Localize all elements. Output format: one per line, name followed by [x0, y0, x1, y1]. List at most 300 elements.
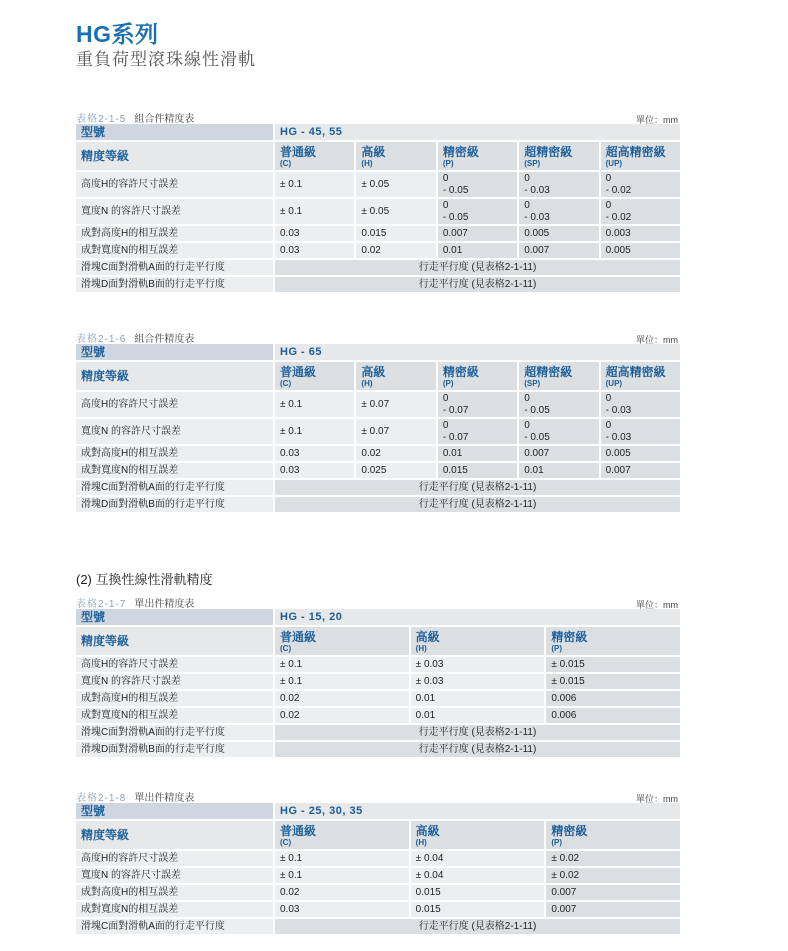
row-label: 成對高度H的相互誤差 [76, 446, 273, 461]
table-row [76, 199, 680, 226]
value-cell [275, 226, 354, 241]
model-value: HG - 25, 30, 35 [275, 803, 680, 819]
grade-cell [356, 142, 435, 170]
value-line: ± 0.07 [361, 398, 390, 410]
value-cell [546, 851, 680, 866]
grade-name: 精密級 [442, 144, 479, 159]
grade-code: (C) [280, 837, 292, 847]
value-line: ± 0.1 [280, 675, 303, 687]
value-cell [519, 243, 598, 258]
value-cell [411, 868, 545, 883]
merged-value: 行走平行度 (見表格2-1-11) [275, 742, 680, 757]
table-row [76, 902, 680, 919]
table-row [76, 674, 680, 691]
value-cell [438, 463, 517, 478]
row-label: 高度H的容許尺寸誤差 [76, 851, 273, 866]
grade-code: (UP) [605, 158, 623, 168]
caption-text [76, 110, 194, 125]
row-label: 滑塊C面對滑軌A面的行走平行度 [76, 725, 273, 740]
value-cell [601, 226, 680, 241]
value-line: - 0.07 [442, 404, 469, 416]
value-cell [519, 172, 598, 197]
value-cell [356, 419, 435, 444]
type-row [76, 124, 680, 142]
row-label: 滑塊C面對滑軌A面的行走平行度 [76, 919, 273, 934]
grade-cell [275, 142, 354, 170]
value-line: ± 0.05 [361, 178, 390, 190]
table-row [76, 243, 680, 260]
grade-name: 普通級 [280, 144, 317, 159]
value-cell [601, 243, 680, 258]
value-line: 0.007 [524, 447, 550, 459]
type-label: 型號 [76, 609, 273, 625]
value-line: 0.01 [415, 692, 436, 704]
value-line: 0 [442, 392, 449, 404]
merged-row [76, 480, 680, 497]
value-line: 0.025 [361, 464, 387, 476]
grade-name: 普通級 [280, 629, 317, 644]
value-cell [438, 199, 517, 224]
type-label: 型號 [76, 344, 273, 360]
row-values [273, 446, 680, 461]
grade-code: (SP) [524, 158, 541, 168]
grade-cell [411, 627, 545, 655]
value-cell [275, 463, 354, 478]
value-cell [519, 463, 598, 478]
value-cell [546, 885, 680, 900]
value-line: 0 [524, 172, 530, 184]
value-line: ± 0.07 [361, 425, 390, 437]
row-values [273, 463, 680, 478]
value-cell [601, 463, 680, 478]
type-row [76, 803, 680, 821]
grade-label: 精度等級 [76, 362, 273, 390]
table-caption-label: 組合件精度表 [134, 114, 195, 125]
value-cell [601, 199, 680, 224]
value-cell [356, 446, 435, 461]
value-cell [519, 446, 598, 461]
value-cell [546, 657, 680, 672]
unit-label: 單位：mm [636, 600, 678, 610]
merged-row [76, 725, 680, 742]
value-line: - 0.05 [442, 184, 469, 196]
grade-row [76, 362, 680, 392]
value-cell [275, 657, 409, 672]
table-caption [76, 108, 680, 124]
grade-cell [546, 627, 680, 655]
row-label: 成對寬度N的相互誤差 [76, 463, 273, 478]
value-cell [438, 419, 517, 444]
value-line: - 0.03 [605, 404, 632, 416]
row-values [273, 243, 680, 258]
value-line: ± 0.015 [551, 658, 585, 670]
table-row [76, 419, 680, 446]
table-row [76, 868, 680, 885]
value-cell [275, 691, 409, 706]
value-line: 0.003 [605, 227, 631, 239]
page-subtitle: 重負荷型滾珠線性滑軌 [76, 50, 256, 69]
row-values [273, 226, 680, 241]
value-cell [275, 243, 354, 258]
row-values [273, 419, 680, 444]
value-line: ± 0.1 [280, 398, 303, 410]
value-cell [519, 419, 598, 444]
row-label: 成對高度H的相互誤差 [76, 691, 273, 706]
row-values [273, 868, 680, 883]
value-cell [275, 885, 409, 900]
caption-text [76, 330, 194, 345]
unit-label: 單位：mm [636, 335, 678, 345]
row-label: 高度H的容許尺寸誤差 [76, 392, 273, 417]
value-line: 0 [524, 392, 530, 404]
value-cell [356, 226, 435, 241]
value-line: 0.007 [605, 464, 631, 476]
table-row [76, 226, 680, 243]
grade-name: 精密級 [442, 364, 479, 379]
grade-code: (SP) [524, 378, 541, 388]
row-label: 滑塊D面對滑軌B面的行走平行度 [76, 497, 273, 512]
grade-name: 超精密級 [524, 144, 573, 159]
value-line: - 0.03 [524, 184, 550, 196]
row-label: 滑塊C面對滑軌A面的行走平行度 [76, 260, 273, 275]
merged-row [76, 260, 680, 277]
caption-text [76, 595, 194, 610]
table-caption-label: 單出件精度表 [134, 793, 195, 804]
grade-cell [519, 142, 598, 170]
value-cell [601, 419, 680, 444]
grade-cells [273, 142, 680, 170]
value-line: ± 0.04 [415, 869, 444, 881]
merged-row [76, 742, 680, 759]
unit-label: 單位：mm [636, 794, 678, 804]
table-row [76, 392, 680, 419]
value-cell [275, 199, 354, 224]
value-line: ± 0.04 [415, 852, 444, 864]
grade-label: 精度等級 [76, 627, 273, 655]
grade-cells [273, 627, 680, 655]
value-cell [275, 851, 409, 866]
table-caption-label: 組合件精度表 [134, 334, 195, 345]
value-cell [411, 851, 545, 866]
grade-row [76, 142, 680, 172]
row-values [273, 885, 680, 900]
merged-value: 行走平行度 (見表格2-1-11) [275, 480, 680, 495]
row-label: 成對高度H的相互誤差 [76, 226, 273, 241]
row-values [273, 902, 680, 917]
value-line: 0.03 [280, 227, 300, 239]
value-cell [411, 691, 545, 706]
value-line: 0.005 [605, 244, 631, 256]
value-line: 0.03 [280, 903, 300, 915]
value-line: 0.03 [280, 447, 300, 459]
grade-cell [275, 821, 409, 849]
table-2-1-5 [76, 108, 680, 294]
grade-code: (P) [442, 158, 454, 168]
merged-row [76, 277, 680, 294]
value-cell [438, 446, 517, 461]
value-line: 0.02 [280, 886, 300, 898]
merged-value: 行走平行度 (見表格2-1-11) [275, 725, 680, 740]
type-row [76, 344, 680, 362]
grade-name: 高級 [361, 364, 386, 379]
row-label: 寬度N 的容許尺寸誤差 [76, 199, 273, 224]
value-line: ± 0.1 [280, 178, 303, 190]
value-cell [519, 199, 598, 224]
type-label: 型號 [76, 803, 273, 819]
value-line: 0.01 [524, 464, 544, 476]
value-line: ± 0.1 [280, 869, 303, 881]
value-line: 0.01 [415, 709, 436, 721]
grade-cell [411, 821, 545, 849]
row-label: 寬度N 的容許尺寸誤差 [76, 868, 273, 883]
value-line: - 0.02 [605, 184, 632, 196]
table-2-1-6 [76, 328, 680, 514]
value-line: 0 [605, 392, 612, 404]
table-row [76, 851, 680, 868]
value-line: 0 [605, 172, 612, 184]
value-line: - 0.05 [524, 404, 550, 416]
row-label: 滑塊C面對滑軌A面的行走平行度 [76, 480, 273, 495]
value-cell [275, 902, 409, 917]
grade-name: 精密級 [551, 823, 588, 838]
value-cell [546, 708, 680, 723]
grade-cell [275, 362, 354, 390]
value-line: 0.006 [551, 692, 577, 704]
value-cell [356, 172, 435, 197]
value-line: 0 [605, 419, 612, 431]
merged-value: 行走平行度 (見表格2-1-11) [275, 260, 680, 275]
value-cell [411, 708, 545, 723]
value-cell [275, 446, 354, 461]
value-cell [356, 463, 435, 478]
row-label: 滑塊D面對滑軌B面的行走平行度 [76, 277, 273, 292]
value-line: 0.015 [361, 227, 387, 239]
grade-cell [438, 362, 517, 390]
value-line: 0 [605, 199, 612, 211]
value-line: ± 0.03 [415, 675, 444, 687]
grade-cell [438, 142, 517, 170]
caption-text [76, 789, 194, 804]
table-row [76, 446, 680, 463]
merged-value: 行走平行度 (見表格2-1-11) [275, 497, 680, 512]
grade-cell [519, 362, 598, 390]
value-line: - 0.07 [442, 431, 469, 443]
grade-cell [546, 821, 680, 849]
value-cell [411, 885, 545, 900]
grade-code: (H) [415, 643, 427, 653]
value-cell [356, 243, 435, 258]
row-values [273, 657, 680, 672]
grade-cell [275, 627, 409, 655]
table-row [76, 657, 680, 674]
value-line: 0.015 [415, 886, 441, 898]
value-line: 0 [442, 172, 449, 184]
row-values [273, 674, 680, 689]
value-line: ± 0.1 [280, 205, 303, 217]
grade-name: 超高精密級 [605, 144, 666, 159]
value-line: ± 0.02 [551, 869, 580, 881]
value-cell [275, 708, 409, 723]
value-line: 0.007 [551, 903, 577, 915]
page-title: HG系列 [76, 21, 159, 47]
grade-row [76, 821, 680, 851]
value-line: - 0.02 [605, 211, 632, 223]
row-label: 高度H的容許尺寸誤差 [76, 172, 273, 197]
table-number: 表格2-1-8 [76, 793, 127, 804]
unit-label: 單位：mm [636, 115, 678, 125]
value-line: - 0.05 [524, 431, 550, 443]
row-label: 成對寬度N的相互誤差 [76, 708, 273, 723]
value-line: 0.02 [280, 692, 300, 704]
value-line: 0.015 [415, 903, 441, 915]
row-values [273, 851, 680, 866]
grade-code: (P) [551, 643, 563, 653]
row-label: 寬度N 的容許尺寸誤差 [76, 674, 273, 689]
section-heading: (2) 互換性線性滑軌精度 [76, 572, 213, 587]
value-cell [438, 392, 517, 417]
value-cell [275, 392, 354, 417]
value-cell [546, 674, 680, 689]
value-line: ± 0.03 [415, 658, 444, 670]
value-cell [275, 674, 409, 689]
grade-name: 高級 [361, 144, 386, 159]
grade-label: 精度等級 [76, 821, 273, 849]
table-row [76, 885, 680, 902]
row-label: 寬度N 的容許尺寸誤差 [76, 419, 273, 444]
grade-code: (P) [551, 837, 563, 847]
value-line: - 0.03 [605, 431, 632, 443]
merged-row [76, 919, 680, 936]
row-label: 滑塊D面對滑軌B面的行走平行度 [76, 742, 273, 757]
value-cell [546, 691, 680, 706]
grade-name: 普通級 [280, 364, 317, 379]
row-values [273, 691, 680, 706]
table-row [76, 172, 680, 199]
grade-cells [273, 362, 680, 390]
grade-name: 精密級 [551, 629, 588, 644]
grade-code: (C) [280, 643, 292, 653]
grade-code: (C) [280, 378, 292, 388]
row-label: 成對寬度N的相互誤差 [76, 902, 273, 917]
row-label: 成對寬度N的相互誤差 [76, 243, 273, 258]
value-line: 0.03 [280, 464, 300, 476]
value-line: 0.015 [442, 464, 468, 476]
value-line: 0 [524, 199, 530, 211]
value-line: 0.02 [280, 709, 300, 721]
merged-row [76, 497, 680, 514]
model-value: HG - 15, 20 [275, 609, 680, 625]
value-line: ± 0.1 [280, 658, 303, 670]
value-line: 0.005 [605, 447, 631, 459]
value-line: 0.03 [280, 244, 300, 256]
grade-code: (H) [361, 378, 373, 388]
value-cell [546, 902, 680, 917]
value-cell [275, 868, 409, 883]
value-line: 0.01 [442, 244, 463, 256]
grade-cell [601, 362, 680, 390]
value-cell [438, 172, 517, 197]
value-line: 0.01 [442, 447, 463, 459]
value-cell [601, 392, 680, 417]
row-values [273, 392, 680, 417]
grade-name: 超精密級 [524, 364, 573, 379]
value-cell [438, 243, 517, 258]
value-cell [438, 226, 517, 241]
grade-label: 精度等級 [76, 142, 273, 170]
table-2-1-8 [76, 787, 680, 936]
value-line: 0 [442, 419, 449, 431]
value-line: 0.02 [361, 447, 381, 459]
value-cell [519, 392, 598, 417]
table-caption-label: 單出件精度表 [134, 599, 195, 610]
value-line: 0 [442, 199, 449, 211]
table-caption [76, 328, 680, 344]
value-line: 0 [524, 419, 530, 431]
value-line: - 0.03 [524, 211, 550, 223]
value-cell [411, 902, 545, 917]
value-cell [356, 392, 435, 417]
value-line: - 0.05 [442, 211, 469, 223]
value-cell [519, 226, 598, 241]
grade-code: (H) [361, 158, 373, 168]
value-line: ± 0.1 [280, 852, 303, 864]
value-line: 0.007 [524, 244, 550, 256]
grade-cell [601, 142, 680, 170]
table-caption [76, 593, 680, 609]
value-line: 0.007 [442, 227, 468, 239]
value-cell [356, 199, 435, 224]
table-number: 表格2-1-6 [76, 334, 127, 345]
row-label: 成對高度H的相互誤差 [76, 885, 273, 900]
merged-value: 行走平行度 (見表格2-1-11) [275, 277, 680, 292]
grade-name: 高級 [415, 629, 440, 644]
value-cell [275, 419, 354, 444]
grade-name: 普通級 [280, 823, 317, 838]
grade-code: (C) [280, 158, 292, 168]
grade-name: 超高精密級 [605, 364, 666, 379]
value-line: ± 0.1 [280, 425, 303, 437]
grade-code: (UP) [605, 378, 623, 388]
model-value: HG - 65 [275, 344, 680, 360]
value-cell [411, 674, 545, 689]
table-row [76, 463, 680, 480]
value-cell [275, 172, 354, 197]
value-line: 0.02 [361, 244, 381, 256]
table-number: 表格2-1-7 [76, 599, 127, 610]
table-row [76, 708, 680, 725]
value-cell [601, 446, 680, 461]
type-label: 型號 [76, 124, 273, 140]
table-caption [76, 787, 680, 803]
row-label: 高度H的容許尺寸誤差 [76, 657, 273, 672]
grade-code: (H) [415, 837, 427, 847]
merged-value: 行走平行度 (見表格2-1-11) [275, 919, 680, 934]
table-2-1-7 [76, 593, 680, 759]
grade-code: (P) [442, 378, 454, 388]
value-cell [411, 657, 545, 672]
value-line: 0.005 [524, 227, 550, 239]
value-line: 0.006 [551, 709, 577, 721]
grade-row [76, 627, 680, 657]
model-value: HG - 45, 55 [275, 124, 680, 140]
row-values [273, 708, 680, 723]
value-cell [601, 172, 680, 197]
grade-name: 高級 [415, 823, 440, 838]
grade-cells [273, 821, 680, 849]
value-line: ± 0.05 [361, 205, 390, 217]
row-values [273, 199, 680, 224]
type-row [76, 609, 680, 627]
